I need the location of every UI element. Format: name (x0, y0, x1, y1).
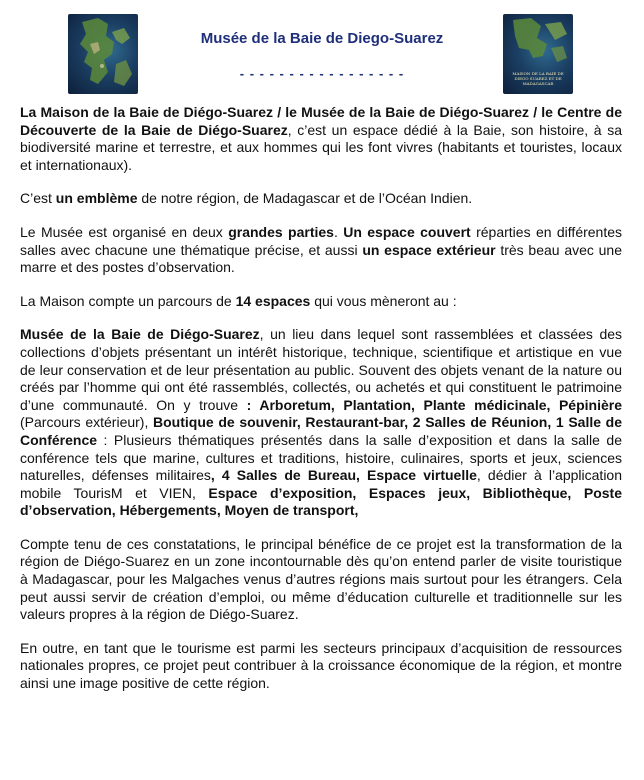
org-text-e: réparties en différentes salles avec chacune une thématique précise, et aussi (20, 223, 623, 258)
museum-bold-s9: Espace d’exposition, Espaces jeux, Bibliothèque, Poste d’observation, Hébergements, Moyen de transport, (20, 484, 622, 519)
museum-text-s8: , dédier à l’application mobile TourisM et VIEN, (20, 467, 622, 501)
museum-text-s4: (Parcours extérieur), (20, 414, 154, 431)
museum-bold-s7: , 4 Salles de Bureau, Espace virtuelle (210, 467, 477, 484)
paragraph-parcours (20, 293, 622, 311)
paragraph-conclusion: En outre, en tant que le tourisme est parmi les secteurs principaux d’acquisition de ressources nationales propres, ce projet peut contribuer à la croissance économique de la région, et montre ainsi une image positive de cette région. (20, 639, 622, 692)
bay-satellite-logo-right (503, 14, 573, 94)
bay-map-icon (68, 14, 138, 94)
org-bold-b: grandes parties (228, 223, 334, 240)
parcours-text-c: qui vous mèneront au : (310, 292, 457, 309)
document-header (0, 0, 644, 100)
org-text-c: . (333, 223, 344, 240)
museum-name-bold: Musée de la Baie de Diégo-Suarez (20, 326, 260, 343)
museum-bold-s5: Boutique de souvenir, Restaurant-bar, 2 Salles de Réunion, 1 Salle de Conférence (20, 414, 622, 448)
org-bold-f: un espace extérieur (362, 241, 496, 258)
intro-bold: La Maison de la Baie de Diégo-Suarez / le Musée de la Baie de Diégo-Suarez / le Centre de Découverte de la Baie de Diégo-Suarez (20, 104, 622, 138)
org-text-a: Le Musée est organisé en deux (20, 223, 229, 240)
org-bold-d: Un espace couvert (343, 223, 471, 240)
emblem-text-c: de notre région, de Madagascar et de l’Océan Indien. (137, 190, 473, 207)
page-title: Musée de la Baie de Diego-Suarez (200, 30, 444, 47)
paragraph-organisation (20, 224, 622, 277)
logo-caption: MAISON DE LA BAIE DE DIEGO SUAREZ ET DE MADAGASCAR (512, 71, 564, 86)
museum-text-s2: , un lieu dans lequel sont rassemblées et classées des collections d’objets présentant un intérêt historique, technique, scientifique et artistique en vue de leur conservation et de leur présentation au public. Souvent des objets venant de la nature ou créés par l’homme qui ont été rassemblés, collectés, ou achetés et qui constituent le patrimoine d’une communauté. On y trouve (20, 326, 623, 413)
paragraph-museum-description (20, 326, 622, 520)
bay-satellite-logo-left (68, 14, 138, 94)
paragraph-emblem (20, 190, 622, 208)
emblem-text-a: C’est (20, 190, 56, 207)
parcours-text-a: La Maison compte un parcours de (20, 292, 236, 309)
title-divider: - - - - - - - - - - - - - - - - - (239, 66, 405, 81)
museum-text-s6: : Plusieurs thématiques présentés dans la salle d’exposition et dans la salle de conférence tels que marine, cultures et traditions, histoire, culinaires, sports et jeux, sciences naturelles, défenses militaires (20, 431, 622, 484)
parcours-bold: 14 espaces (235, 292, 311, 309)
intro-text: , c’est un espace dédié à la Baie, son histoire, à sa biodiversité marine et terrestre, et aux hommes qui les font vivres (habitants et touristes, locaux et internationaux). (20, 121, 622, 173)
paragraph-intro (20, 104, 622, 174)
document-body (20, 104, 622, 705)
museum-bold-s3: : Arboretum, Plantation, Plante médicinale, Pépinière (246, 396, 622, 413)
paragraph-benefit: Compte tenu de ces constatations, le principal bénéfice de ce projet est la transformation de la région de Diégo-Suarez en un zone incontournable dès qu’on entend parler de visite touristique à Madagascar, pour les Malgaches venus d’autres régions mais surtout pour les étrangers. Cela peut aussi servir de création d’emploi, ou même d’éducation culturelle et traditionnelle sur les valeurs propres à la région de Diégo-Suarez. (20, 535, 622, 623)
org-text-g: très beau avec une marre et des postes d’observation. (20, 241, 623, 276)
emblem-bold: un emblème (55, 190, 138, 207)
